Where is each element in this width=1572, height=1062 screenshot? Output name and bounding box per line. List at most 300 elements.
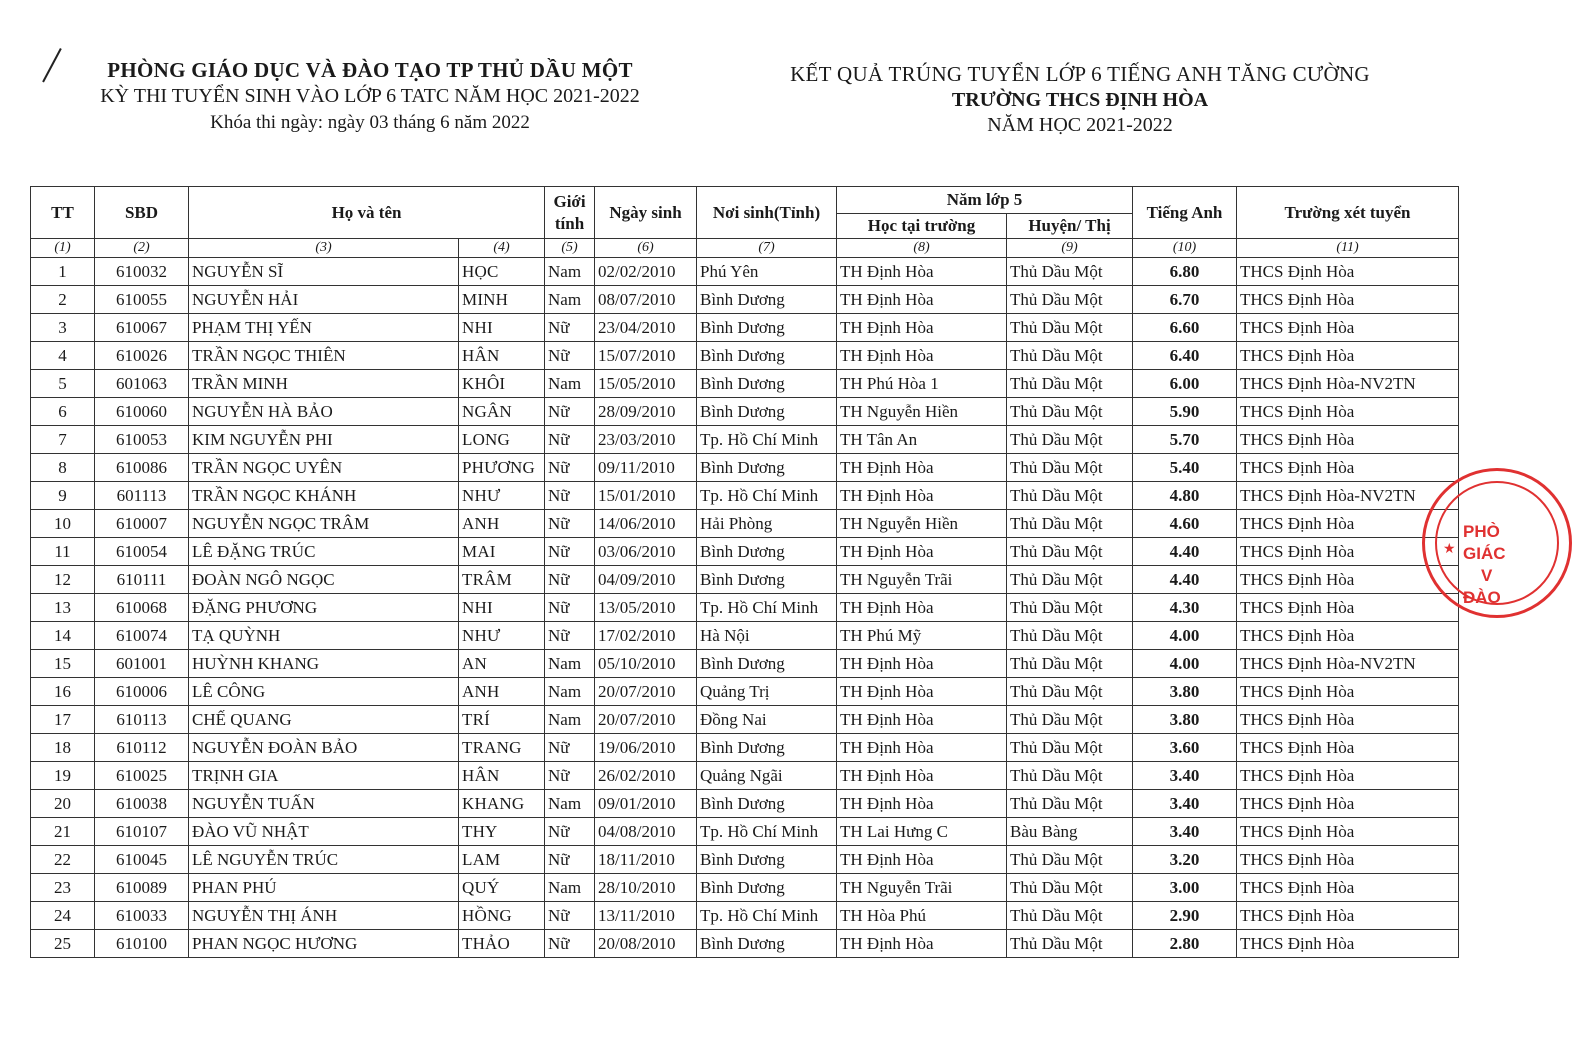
cell-english-score: 5.90 [1133, 398, 1237, 426]
cell-sbd: 601113 [95, 482, 189, 510]
cell-school: TH Định Hòa [837, 790, 1007, 818]
cell-birthplace: Bình Dương [697, 790, 837, 818]
cell-last-middle-name: CHẾ QUANG [189, 706, 459, 734]
cell-tt: 10 [31, 510, 95, 538]
cell-dob: 02/02/2010 [595, 258, 697, 286]
table-row [31, 286, 1459, 314]
cell-last-middle-name: NGUYỄN SĨ [189, 258, 459, 286]
cell-birthplace: Bình Dương [697, 930, 837, 958]
table-row [31, 314, 1459, 342]
cell-tt: 9 [31, 482, 95, 510]
table-row [31, 454, 1459, 482]
table-row [31, 930, 1459, 958]
cell-last-middle-name: TẠ QUỲNH [189, 622, 459, 650]
cell-sbd: 610045 [95, 846, 189, 874]
cell-gender: Nữ [545, 902, 595, 930]
cell-district: Thủ Dầu Một [1007, 258, 1133, 286]
cell-school: TH Lai Hưng C [837, 818, 1007, 846]
school-year: NĂM HỌC 2021-2022 [987, 114, 1173, 136]
cell-birthplace: Bình Dương [697, 538, 837, 566]
cell-gender: Nữ [545, 930, 595, 958]
cell-english-score: 3.40 [1133, 762, 1237, 790]
table-row [31, 902, 1459, 930]
table-row [31, 846, 1459, 874]
cell-district: Thủ Dầu Một [1007, 594, 1133, 622]
cell-district: Thủ Dầu Một [1007, 426, 1133, 454]
header-english: Tiếng Anh [1133, 187, 1237, 239]
cell-first-name: HỌC [459, 258, 545, 286]
cell-sbd: 610007 [95, 510, 189, 538]
header-district: Huyện/ Thị [1007, 214, 1133, 239]
cell-english-score: 3.80 [1133, 706, 1237, 734]
cell-district: Thủ Dầu Một [1007, 790, 1133, 818]
cell-school: TH Định Hòa [837, 286, 1007, 314]
exam-date: Khóa thi ngày: ngày 03 tháng 6 năm 2022 [210, 112, 530, 133]
cell-district: Thủ Dầu Một [1007, 370, 1133, 398]
cell-dob: 08/07/2010 [595, 286, 697, 314]
column-number-row [31, 239, 1459, 258]
cell-sbd: 610038 [95, 790, 189, 818]
cell-dob: 15/05/2010 [595, 370, 697, 398]
cell-school: TH Định Hòa [837, 342, 1007, 370]
cell-gender: Nữ [545, 566, 595, 594]
cell-admit-school: THCS Định Hòa [1237, 454, 1459, 482]
seal-line: ĐÀO [1463, 588, 1501, 607]
cell-first-name: ANH [459, 678, 545, 706]
cell-birthplace: Quảng Trị [697, 678, 837, 706]
table-row [31, 566, 1459, 594]
cell-last-middle-name: ĐOÀN NGÔ NGỌC [189, 566, 459, 594]
cell-dob: 14/06/2010 [595, 510, 697, 538]
cell-district: Thủ Dầu Một [1007, 762, 1133, 790]
cell-dob: 19/06/2010 [595, 734, 697, 762]
cell-tt: 23 [31, 874, 95, 902]
cell-sbd: 610074 [95, 622, 189, 650]
seal-star-icon: ★ [1443, 542, 1456, 557]
cell-gender: Nữ [545, 762, 595, 790]
cell-dob: 04/08/2010 [595, 818, 697, 846]
cell-first-name: LONG [459, 426, 545, 454]
cell-last-middle-name: LÊ NGUYỄN TRÚC [189, 846, 459, 874]
table-row [31, 258, 1459, 286]
cell-first-name: KHÔI [459, 370, 545, 398]
cell-dob: 13/05/2010 [595, 594, 697, 622]
cell-first-name: HÂN [459, 762, 545, 790]
cell-school: TH Định Hòa [837, 734, 1007, 762]
cell-dob: 20/08/2010 [595, 930, 697, 958]
cell-birthplace: Bình Dương [697, 734, 837, 762]
cell-tt: 8 [31, 454, 95, 482]
col-number: (10) [1133, 239, 1237, 258]
table-row [31, 594, 1459, 622]
cell-dob: 09/01/2010 [595, 790, 697, 818]
cell-district: Thủ Dầu Một [1007, 930, 1133, 958]
cell-last-middle-name: LÊ CÔNG [189, 678, 459, 706]
cell-tt: 12 [31, 566, 95, 594]
cell-english-score: 4.00 [1133, 622, 1237, 650]
cell-sbd: 610060 [95, 398, 189, 426]
header-name: Họ và tên [189, 187, 545, 239]
cell-district: Thủ Dầu Một [1007, 314, 1133, 342]
seal-text [1463, 521, 1506, 609]
cell-birthplace: Bình Dương [697, 286, 837, 314]
cell-gender: Nữ [545, 818, 595, 846]
cell-sbd: 610054 [95, 538, 189, 566]
cell-admit-school: THCS Định Hòa [1237, 734, 1459, 762]
cell-admit-school: THCS Định Hòa [1237, 930, 1459, 958]
cell-school: TH Định Hòa [837, 454, 1007, 482]
cell-dob: 20/07/2010 [595, 678, 697, 706]
table-row [31, 482, 1459, 510]
col-number: (11) [1237, 239, 1459, 258]
cell-english-score: 4.30 [1133, 594, 1237, 622]
header-tt: TT [31, 187, 95, 239]
cell-school: TH Nguyễn Hiền [837, 510, 1007, 538]
cell-english-score: 3.40 [1133, 790, 1237, 818]
cell-tt: 1 [31, 258, 95, 286]
cell-tt: 2 [31, 286, 95, 314]
cell-english-score: 4.40 [1133, 566, 1237, 594]
cell-district: Thủ Dầu Một [1007, 902, 1133, 930]
cell-gender: Nam [545, 258, 595, 286]
cell-birthplace: Hà Nội [697, 622, 837, 650]
cell-english-score: 6.40 [1133, 342, 1237, 370]
cell-first-name: NGÂN [459, 398, 545, 426]
cell-district: Thủ Dầu Một [1007, 538, 1133, 566]
cell-admit-school: THCS Định Hòa [1237, 258, 1459, 286]
cell-sbd: 601063 [95, 370, 189, 398]
department-name: PHÒNG GIÁO DỤC VÀ ĐÀO TẠO TP THỦ DẦU MỘT [107, 58, 633, 82]
cell-first-name: MINH [459, 286, 545, 314]
col-number: (8) [837, 239, 1007, 258]
cell-first-name: HÂN [459, 342, 545, 370]
cell-gender: Nữ [545, 314, 595, 342]
cell-english-score: 6.70 [1133, 286, 1237, 314]
cell-gender: Nữ [545, 622, 595, 650]
cell-last-middle-name: HUỲNH KHANG [189, 650, 459, 678]
cell-dob: 09/11/2010 [595, 454, 697, 482]
cell-sbd: 610111 [95, 566, 189, 594]
cell-district: Thủ Dầu Một [1007, 706, 1133, 734]
col-number: (7) [697, 239, 837, 258]
cell-gender: Nam [545, 370, 595, 398]
cell-district: Thủ Dầu Một [1007, 734, 1133, 762]
cell-gender: Nam [545, 790, 595, 818]
cell-birthplace: Phú Yên [697, 258, 837, 286]
table-row [31, 622, 1459, 650]
cell-birthplace: Tp. Hồ Chí Minh [697, 594, 837, 622]
cell-english-score: 4.60 [1133, 510, 1237, 538]
cell-last-middle-name: NGUYỄN HẢI [189, 286, 459, 314]
official-seal [1422, 468, 1572, 618]
header-gender: Giới tính [545, 187, 595, 239]
cell-last-middle-name: NGUYỄN ĐOÀN BẢO [189, 734, 459, 762]
cell-district: Thủ Dầu Một [1007, 286, 1133, 314]
col-number: (1) [31, 239, 95, 258]
cell-gender: Nam [545, 874, 595, 902]
cell-last-middle-name: KIM NGUYỄN PHI [189, 426, 459, 454]
col-number: (2) [95, 239, 189, 258]
cell-sbd: 610055 [95, 286, 189, 314]
cell-sbd: 610032 [95, 258, 189, 286]
cell-last-middle-name: TRẦN NGỌC THIÊN [189, 342, 459, 370]
cell-dob: 26/02/2010 [595, 762, 697, 790]
cell-admit-school: THCS Định Hòa [1237, 538, 1459, 566]
cell-birthplace: Tp. Hồ Chí Minh [697, 426, 837, 454]
cell-last-middle-name: TRỊNH GIA [189, 762, 459, 790]
col-number: (3) [189, 239, 459, 258]
cell-last-middle-name: PHAN NGỌC HƯƠNG [189, 930, 459, 958]
header-admit-school: Trường xét tuyển [1237, 187, 1459, 239]
cell-last-middle-name: NGUYỄN TUẤN [189, 790, 459, 818]
cell-sbd: 610107 [95, 818, 189, 846]
cell-birthplace: Bình Dương [697, 398, 837, 426]
cell-birthplace: Bình Dương [697, 566, 837, 594]
cell-tt: 3 [31, 314, 95, 342]
cell-first-name: QUÝ [459, 874, 545, 902]
cell-district: Thủ Dầu Một [1007, 846, 1133, 874]
cell-birthplace: Tp. Hồ Chí Minh [697, 902, 837, 930]
cell-dob: 03/06/2010 [595, 538, 697, 566]
header-left [40, 58, 700, 134]
cell-last-middle-name: NGUYỄN THỊ ÁNH [189, 902, 459, 930]
table-row [31, 398, 1459, 426]
cell-last-middle-name: PHẠM THỊ YẾN [189, 314, 459, 342]
cell-last-middle-name: TRẦN NGỌC UYÊN [189, 454, 459, 482]
cell-school: TH Hòa Phú [837, 902, 1007, 930]
cell-first-name: KHANG [459, 790, 545, 818]
seal-line: V [1481, 566, 1493, 585]
cell-school: TH Phú Mỹ [837, 622, 1007, 650]
school-name: TRƯỜNG THCS ĐỊNH HÒA [951, 89, 1209, 111]
cell-school: TH Định Hòa [837, 762, 1007, 790]
cell-english-score: 6.00 [1133, 370, 1237, 398]
cell-gender: Nam [545, 678, 595, 706]
cell-tt: 7 [31, 426, 95, 454]
result-title: KẾT QUẢ TRÚNG TUYỂN LỚP 6 TIẾNG ANH TĂNG CƯỜNG [790, 62, 1370, 86]
cell-district: Thủ Dầu Một [1007, 678, 1133, 706]
cell-english-score: 3.00 [1133, 874, 1237, 902]
cell-sbd: 610026 [95, 342, 189, 370]
cell-first-name: HỒNG [459, 902, 545, 930]
results-table [30, 186, 1459, 958]
seal-line: GIÁC [1463, 544, 1506, 563]
cell-dob: 28/10/2010 [595, 874, 697, 902]
cell-school: TH Tân An [837, 426, 1007, 454]
table-row [31, 734, 1459, 762]
col-number: (5) [545, 239, 595, 258]
cell-tt: 19 [31, 762, 95, 790]
cell-school: TH Định Hòa [837, 846, 1007, 874]
cell-district: Bàu Bàng [1007, 818, 1133, 846]
table-header [31, 187, 1459, 258]
cell-gender: Nữ [545, 594, 595, 622]
cell-first-name: THY [459, 818, 545, 846]
cell-tt: 16 [31, 678, 95, 706]
cell-school: TH Định Hòa [837, 706, 1007, 734]
cell-school: TH Nguyễn Trãi [837, 566, 1007, 594]
cell-admit-school: THCS Định Hòa [1237, 622, 1459, 650]
cell-english-score: 5.70 [1133, 426, 1237, 454]
cell-last-middle-name: NGUYỄN NGỌC TRÂM [189, 510, 459, 538]
cell-district: Thủ Dầu Một [1007, 398, 1133, 426]
cell-sbd: 610089 [95, 874, 189, 902]
cell-school: TH Định Hòa [837, 930, 1007, 958]
cell-tt: 22 [31, 846, 95, 874]
cell-tt: 25 [31, 930, 95, 958]
cell-district: Thủ Dầu Một [1007, 482, 1133, 510]
table-row [31, 762, 1459, 790]
cell-school: TH Nguyễn Hiền [837, 398, 1007, 426]
cell-dob: 23/03/2010 [595, 426, 697, 454]
cell-english-score: 4.00 [1133, 650, 1237, 678]
cell-school: TH Định Hòa [837, 314, 1007, 342]
cell-admit-school: THCS Định Hòa [1237, 566, 1459, 594]
cell-english-score: 2.80 [1133, 930, 1237, 958]
cell-birthplace: Bình Dương [697, 874, 837, 902]
cell-school: TH Định Hòa [837, 678, 1007, 706]
cell-birthplace: Quảng Ngãi [697, 762, 837, 790]
cell-english-score: 3.40 [1133, 818, 1237, 846]
cell-tt: 14 [31, 622, 95, 650]
cell-tt: 18 [31, 734, 95, 762]
cell-english-score: 6.80 [1133, 258, 1237, 286]
cell-dob: 15/01/2010 [595, 482, 697, 510]
cell-dob: 13/11/2010 [595, 902, 697, 930]
header-right [740, 62, 1420, 137]
table-row [31, 818, 1459, 846]
cell-tt: 11 [31, 538, 95, 566]
cell-admit-school: THCS Định Hòa [1237, 706, 1459, 734]
cell-dob: 04/09/2010 [595, 566, 697, 594]
cell-dob: 28/09/2010 [595, 398, 697, 426]
cell-district: Thủ Dầu Một [1007, 874, 1133, 902]
cell-school: TH Nguyễn Trãi [837, 874, 1007, 902]
cell-district: Thủ Dầu Một [1007, 622, 1133, 650]
cell-gender: Nữ [545, 734, 595, 762]
cell-english-score: 2.90 [1133, 902, 1237, 930]
cell-birthplace: Tp. Hồ Chí Minh [697, 818, 837, 846]
cell-last-middle-name: LÊ ĐẶNG TRÚC [189, 538, 459, 566]
table-row [31, 426, 1459, 454]
cell-last-middle-name: NGUYỄN HÀ BẢO [189, 398, 459, 426]
cell-gender: Nam [545, 650, 595, 678]
cell-gender: Nam [545, 706, 595, 734]
cell-dob: 05/10/2010 [595, 650, 697, 678]
cell-admit-school: THCS Định Hòa [1237, 762, 1459, 790]
table-row [31, 790, 1459, 818]
cell-sbd: 610033 [95, 902, 189, 930]
cell-gender: Nữ [545, 454, 595, 482]
cell-district: Thủ Dầu Một [1007, 650, 1133, 678]
cell-dob: 23/04/2010 [595, 314, 697, 342]
cell-gender: Nữ [545, 342, 595, 370]
cell-sbd: 610067 [95, 314, 189, 342]
cell-gender: Nữ [545, 482, 595, 510]
cell-last-middle-name: PHAN PHÚ [189, 874, 459, 902]
cell-school: TH Phú Hòa 1 [837, 370, 1007, 398]
cell-gender: Nữ [545, 398, 595, 426]
cell-sbd: 610068 [95, 594, 189, 622]
cell-birthplace: Bình Dương [697, 846, 837, 874]
cell-district: Thủ Dầu Một [1007, 510, 1133, 538]
cell-dob: 20/07/2010 [595, 706, 697, 734]
cell-tt: 24 [31, 902, 95, 930]
cell-birthplace: Bình Dương [697, 370, 837, 398]
cell-last-middle-name: TRẦN MINH [189, 370, 459, 398]
cell-birthplace: Tp. Hồ Chí Minh [697, 482, 837, 510]
cell-first-name: NHI [459, 314, 545, 342]
cell-dob: 15/07/2010 [595, 342, 697, 370]
cell-admit-school: THCS Định Hòa [1237, 818, 1459, 846]
cell-tt: 13 [31, 594, 95, 622]
cell-school: TH Định Hòa [837, 538, 1007, 566]
cell-district: Thủ Dầu Một [1007, 454, 1133, 482]
table-row [31, 678, 1459, 706]
cell-english-score: 4.80 [1133, 482, 1237, 510]
cell-sbd: 610113 [95, 706, 189, 734]
header-sbd: SBD [95, 187, 189, 239]
table-row [31, 874, 1459, 902]
col-number: (9) [1007, 239, 1133, 258]
cell-first-name: LAM [459, 846, 545, 874]
table-body [31, 258, 1459, 958]
cell-admit-school: THCS Định Hòa [1237, 342, 1459, 370]
table-row [31, 706, 1459, 734]
cell-gender: Nam [545, 286, 595, 314]
cell-gender: Nữ [545, 426, 595, 454]
cell-admit-school: THCS Định Hòa-NV2TN [1237, 370, 1459, 398]
cell-birthplace: Bình Dương [697, 342, 837, 370]
col-number: (4) [459, 239, 545, 258]
cell-first-name: NHƯ [459, 622, 545, 650]
cell-sbd: 610100 [95, 930, 189, 958]
cell-first-name: AN [459, 650, 545, 678]
cell-admit-school: THCS Định Hòa [1237, 678, 1459, 706]
cell-tt: 20 [31, 790, 95, 818]
cell-dob: 17/02/2010 [595, 622, 697, 650]
cell-english-score: 3.60 [1133, 734, 1237, 762]
cell-tt: 4 [31, 342, 95, 370]
table-row [31, 370, 1459, 398]
cell-first-name: TRÍ [459, 706, 545, 734]
table-row [31, 650, 1459, 678]
cell-admit-school: THCS Định Hòa [1237, 790, 1459, 818]
cell-tt: 17 [31, 706, 95, 734]
cell-school: TH Định Hòa [837, 650, 1007, 678]
cell-admit-school: THCS Định Hòa-NV2TN [1237, 482, 1459, 510]
cell-admit-school: THCS Định Hòa [1237, 846, 1459, 874]
cell-last-middle-name: ĐẶNG PHƯƠNG [189, 594, 459, 622]
cell-last-middle-name: ĐÀO VŨ NHẬT [189, 818, 459, 846]
cell-school: TH Định Hòa [837, 594, 1007, 622]
cell-admit-school: THCS Định Hòa [1237, 314, 1459, 342]
cell-first-name: NHƯ [459, 482, 545, 510]
header-grade5: Năm lớp 5 [837, 187, 1133, 214]
exam-title: KỲ THI TUYỂN SINH VÀO LỚP 6 TATC NĂM HỌC 2021-2022 [100, 85, 640, 107]
col-number: (6) [595, 239, 697, 258]
cell-english-score: 4.40 [1133, 538, 1237, 566]
cell-gender: Nữ [545, 538, 595, 566]
cell-birthplace: Bình Dương [697, 314, 837, 342]
cell-first-name: MAI [459, 538, 545, 566]
cell-first-name: PHƯƠNG [459, 454, 545, 482]
seal-line: PHÒ [1463, 522, 1500, 541]
header-birthplace: Nơi sinh(Tỉnh) [697, 187, 837, 239]
cell-tt: 5 [31, 370, 95, 398]
cell-english-score: 3.80 [1133, 678, 1237, 706]
header-dob: Ngày sinh [595, 187, 697, 239]
